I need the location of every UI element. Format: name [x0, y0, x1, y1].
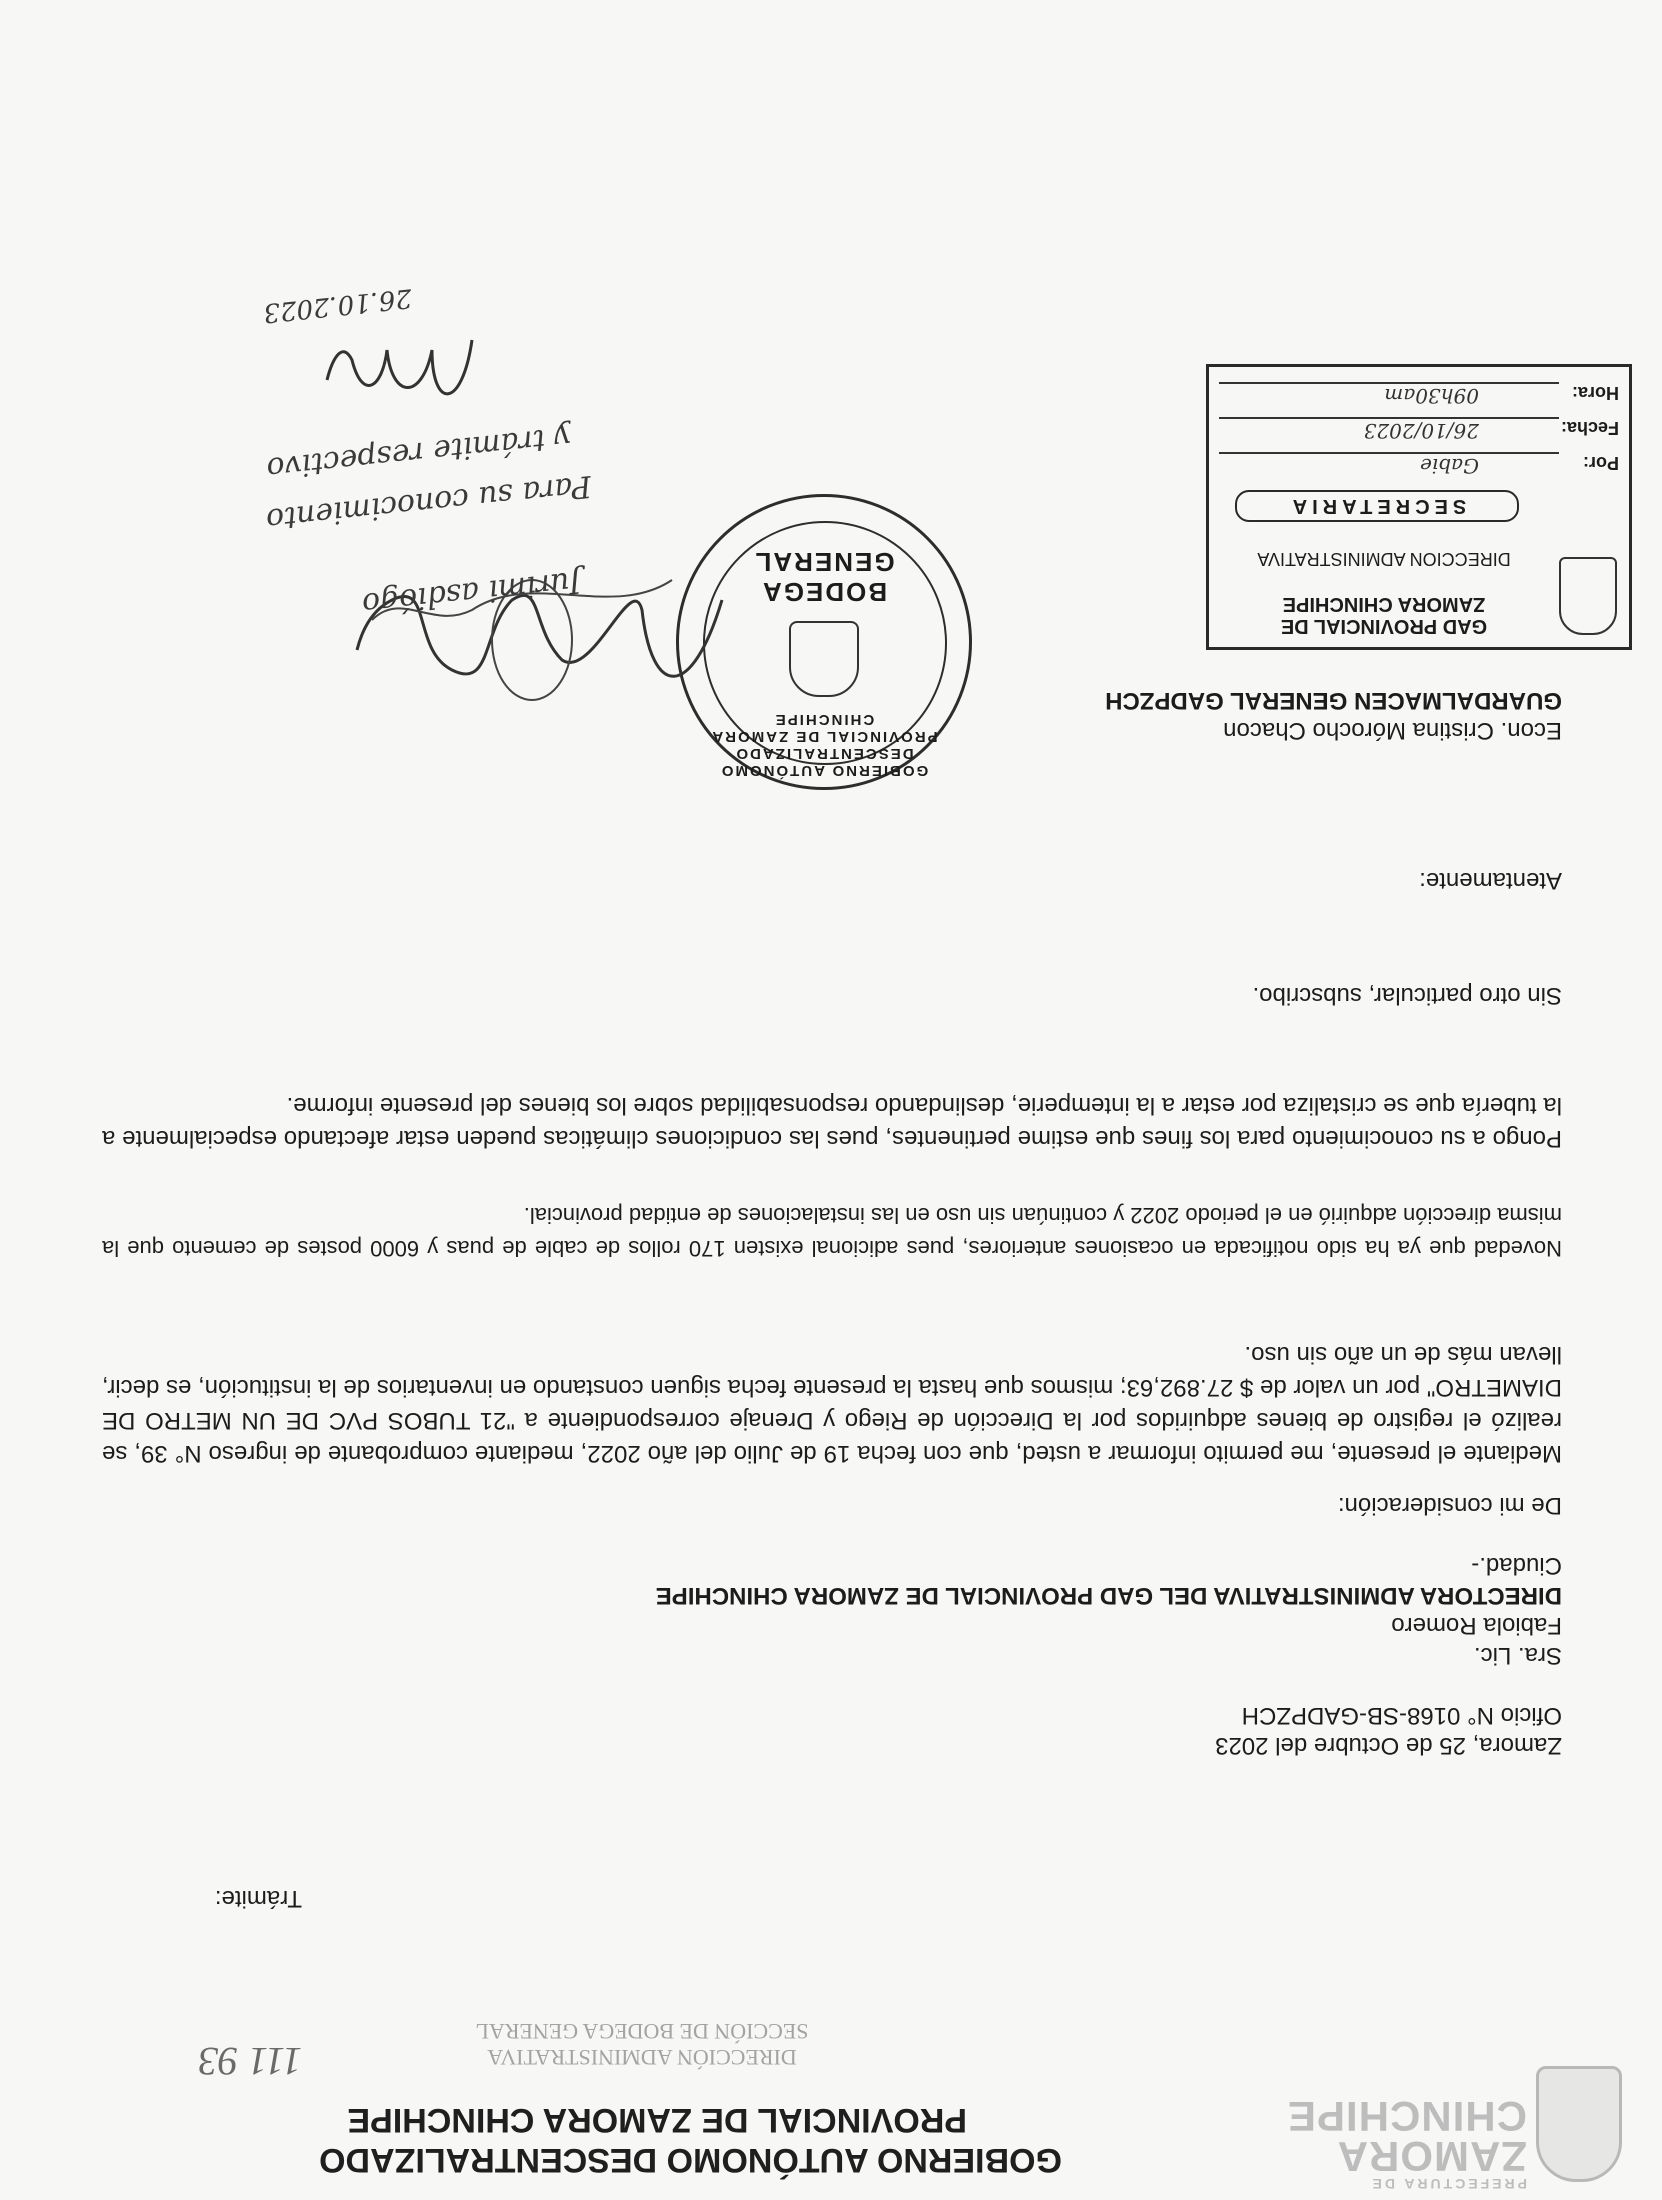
reception-hora-row [1219, 378, 1619, 412]
institution-title-line-1: GOBIERNO AUTÓNOMO DESCENTRALIZADO [319, 2141, 1062, 2179]
fecha-value: 26/10/2023 [1363, 419, 1479, 443]
signer-name: Econ. Cristina Mórocho Chacon [1223, 717, 1562, 744]
logo-line-2: ZAMORA [1336, 2133, 1527, 2180]
seal-line-2: GENERAL [753, 547, 895, 577]
institution-title [302, 2100, 1062, 2180]
recipient-salutation: Sra. Lic. [1473, 1642, 1562, 1669]
recipient-position: DIRECTORA ADMINISTRATIVA DEL GAD PROVINCIAL DE ZAMORA CHINCHIPE [655, 1582, 1562, 1609]
reception-title [1219, 593, 1549, 637]
handwritten-note-line-2: Para su conocimiento [264, 468, 593, 537]
place-date: Zamora, 25 de Octubre del 2023 [1215, 1732, 1562, 1759]
recipient-city: Ciudad.- [1471, 1552, 1562, 1579]
institution-title-line-2: PROVINCIAL DE ZAMORA CHINCHIPE [347, 2101, 967, 2139]
por-value: Gabie [1420, 454, 1479, 478]
reception-title-line-1: GAD PROVINCIAL DE [1280, 615, 1488, 637]
note-initials-signature [322, 320, 482, 420]
reception-crest-icon [1559, 557, 1617, 635]
closing-line: Sin otro particular, subscribo. [1252, 982, 1562, 1009]
hora-label: Hora: [1571, 383, 1619, 403]
reception-department: DIRECCION ADMINISTRATIVA [1257, 549, 1511, 569]
sign-off: Atentamente: [1419, 867, 1562, 894]
reception-por-row [1219, 448, 1619, 482]
prefectura-crest-icon [1536, 2066, 1622, 2182]
handwritten-note-date: 26.10.2023 [261, 282, 414, 328]
handwritten-note-line-1: Jurimi asdiógo [360, 563, 584, 622]
recipient-name: Fabiola Romero [1391, 1612, 1562, 1639]
reception-fecha-row [1219, 413, 1619, 447]
department-line-2: SECCIÓN DE BODEGA GENERAL [475, 2019, 809, 2044]
signer-position: GUARDALMACEN GENERAL GADPZCH [1105, 687, 1562, 714]
seal-line-1: BODEGA [760, 577, 888, 607]
seal-ring-text: GOBIERNO AUTÓNOMO DESCENTRALIZADO PROVINCIAL DE ZAMORA CHINCHIPE [710, 711, 938, 779]
fecha-label: Fecha: [1560, 418, 1619, 438]
paragraph-3: Pongo a su conocimiento para los fines que estime pertinentes, pues las condiciones climáticas pueden estar afectando especialmente a la tubería que se cristaliza por estar a la intemperie, deslindando responsabilidad sobre los bienes del presente informe. [102, 1092, 1562, 1152]
oficio-number: Oficio N° 0168-SB-GADPZCH [1241, 1702, 1562, 1729]
department-line-1: DIRECCIÓN ADMINISTRATIVA [487, 2045, 797, 2070]
handwritten-note-line-3: y trámite respectivo [264, 419, 573, 486]
logo-line-3: CHINCHIPE [1286, 2093, 1527, 2140]
hora-value: 09h30am [1384, 384, 1479, 408]
reception-secretaria-badge: SECRETARIA [1235, 490, 1519, 522]
logo-line-1: PREFECTURA DE [1369, 2176, 1527, 2192]
handwritten-number: 111 93 [197, 2039, 302, 2084]
por-label: Por: [1583, 453, 1619, 473]
reception-title-line-2: ZAMORA CHINCHIPE [1282, 593, 1486, 615]
greeting: De mi consideración: [1337, 1492, 1562, 1519]
tramite-label: Trámite: [214, 1885, 302, 1912]
department-header [392, 2018, 892, 2070]
prefectura-logo [1277, 2093, 1527, 2192]
paragraph-2: Novedad que ya ha sido notificada en ocasiones anteriores, pues adicional existen 170 rollos de cable de puas y 6000 postes de cemento que la misma dirección adquirió en el periodo 2022 y continúan sin uso en las instalaciones de entidad provincial. [102, 1203, 1562, 1261]
paragraph-1: Mediante el presente, me permito informar a usted, que con fecha 19 de Julio del año 2022, mediante comprobante de ingreso N° 39, se realizó el registro de bienes adquiridos por la Dirección de Riego y Drenaje correspondiente a "21 TUBOS PVC DE UN METRO DE DIAMETRO" por un valor de $ 27.892,63; mismos que hasta la presente fecha siguen constando en inventarios de la institución, es decir, llevan más de un año sin uso. [101, 1341, 1562, 1467]
reception-stamp [1206, 364, 1632, 650]
